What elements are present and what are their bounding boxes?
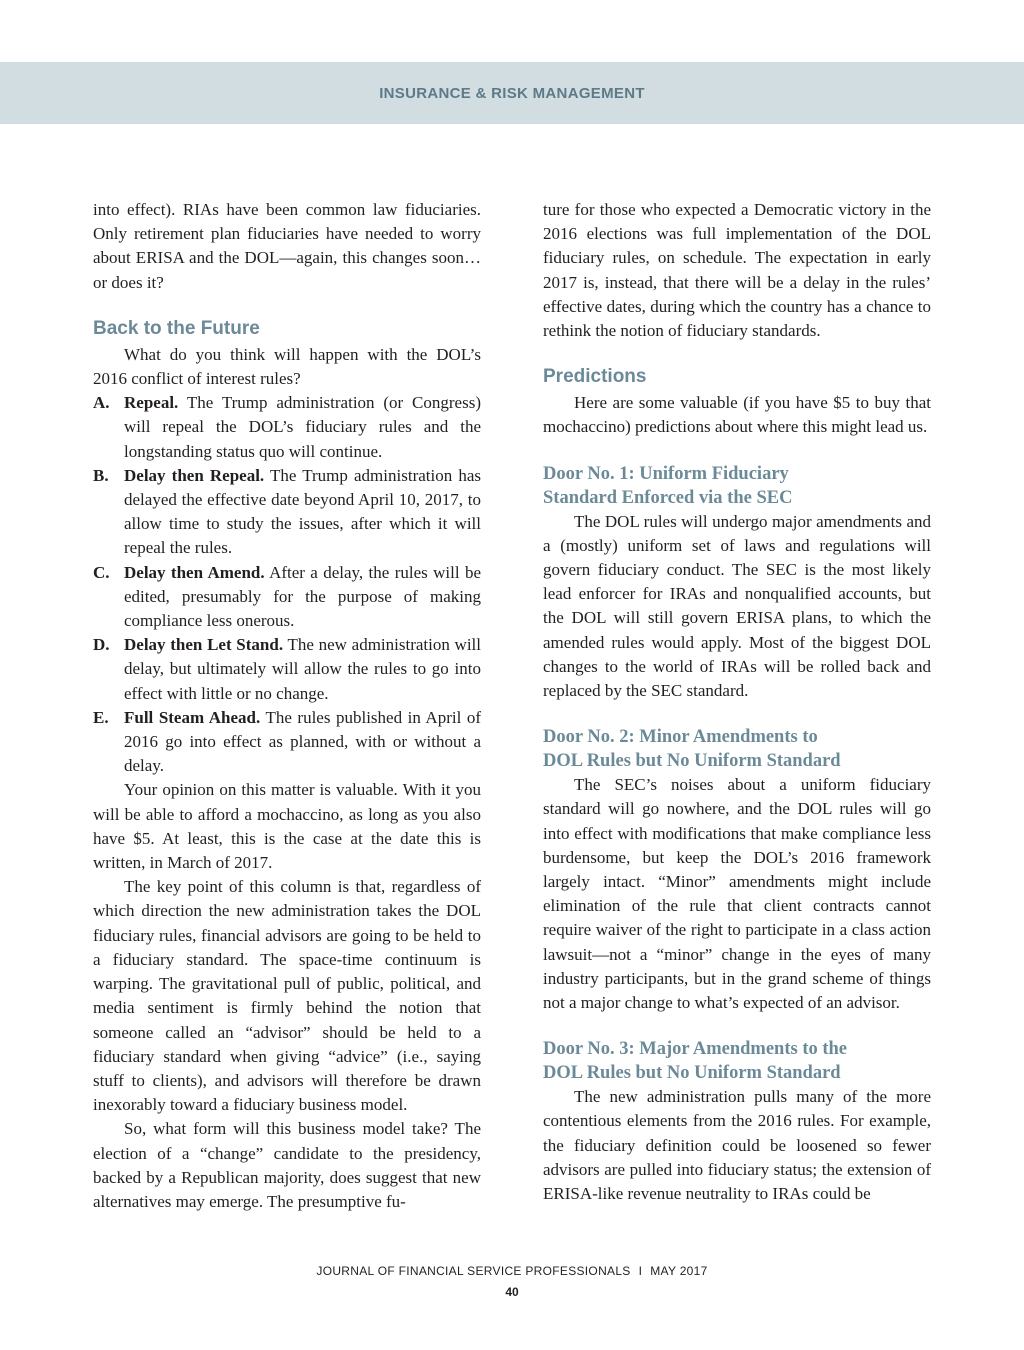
option-term: Repeal. [124, 393, 179, 413]
option-text: The Trump administration (or Congress) will repeal the DOL’s fiduciary rules and the longstanding status quo will continue. [124, 393, 481, 461]
heading-predictions: Predictions [543, 366, 647, 388]
left-column [93, 198, 481, 1214]
option-letter: B. [93, 465, 109, 485]
option-term: Delay then Amend. [124, 562, 265, 582]
heading-back-to-the-future: Back to the Future [93, 317, 260, 339]
option-text: The new administration will delay, but ultimately will allow the rules to go into effect with little or no change. [124, 635, 482, 703]
option-term: Delay then Let Stand. [124, 635, 284, 655]
predictions-intro-paragraph: Here are some valuable (if you have $5 to buy that mochaccino) predictions about where this might lead us. [543, 393, 931, 437]
door-3-paragraph: The new administration pulls many of the more contentious elements from the 2016 rules. For example, the fiduciary definition could be loosened so fewer advisors are pulled into fiduciary status; the extension of ERISA-like revenue neutrality to IRAs could be [543, 1087, 931, 1204]
option-item-e [93, 706, 481, 779]
opinion-paragraph: Your opinion on this matter is valuable. With it you will be able to afford a mochaccino, as long as you also have $5. At least, this is the case at the date this is written, in March of 2017. [93, 780, 481, 873]
option-item-a [93, 391, 481, 464]
footer-separator: I [638, 1264, 643, 1278]
option-item-d [93, 633, 481, 706]
business-model-paragraph: So, what form will this business model take? The election of a “change” candidate to the presidency, backed by a Republican majority, does suggest that new alternatives may emerge. The presumptive fu- [93, 1119, 481, 1211]
option-item-c [93, 561, 481, 634]
section-title: INSURANCE & RISK MANAGEMENT [379, 84, 645, 102]
heading-door-2 [543, 725, 931, 773]
question-paragraph: What do you think will happen with the DOL’s 2016 conflict of interest rules? [93, 344, 481, 389]
option-term: Full Steam Ahead. [124, 707, 261, 727]
heading-line: Standard Enforced via the SEC [543, 487, 793, 508]
option-text: After a delay, the rules will be edited, presumably for the purpose of making compliance less onerous. [124, 562, 481, 631]
footer-journal-line [0, 1264, 1024, 1278]
heading-door-1 [543, 462, 931, 510]
heading-line: Door No. 3: Major Amendments to the [543, 1039, 848, 1060]
heading-line: DOL Rules but No Uniform Standard [543, 1063, 841, 1084]
heading-line: DOL Rules but No Uniform Standard [543, 751, 841, 772]
right-column [543, 198, 931, 1206]
journal-name: JOURNAL OF FINANCIAL SERVICE PROFESSIONALS [316, 1264, 631, 1278]
intro-paragraph: into effect). RIAs have been common law fiduciaries. Only retirement plan fiduciaries have needed to worry about ERISA and the DOL—again, this changes soon…or does it? [93, 200, 481, 292]
page-number: 40 [505, 1285, 519, 1299]
option-term: Delay then Repeal. [124, 465, 265, 485]
option-text: The Trump administration has delayed the effective date beyond April 10, 2017, to allow time to study the issues, after which it will repeal the rules. [124, 465, 481, 558]
heading-door-3 [543, 1037, 931, 1085]
heading-line: Door No. 2: Minor Amendments to [543, 727, 818, 748]
option-text: The rules published in April of 2016 go into effect as planned, with or without a delay. [124, 707, 482, 776]
continuation-paragraph: ture for those who expected a Democratic victory in the 2016 elections was full implementation of the DOL fiduciary rules, on schedule. The expectation in early 2017 is, instead, that there will be a delay in the rules’ effective dates, during which the country has a chance to rethink the notion of fiduciary standards. [543, 200, 931, 341]
option-letter: E. [93, 707, 109, 727]
door-2-paragraph: The SEC’s noises about a uniform fiduciary standard will go nowhere, and the DOL rules will go into effect with modifications that make compliance less burdensome, but keep the DOL’s 2016 framework largely intact. “Minor” amendments might include elimination of the rule that client contracts cannot require waiver of the right to participate in a class action lawsuit—not a “minor” change in the eyes of many industry participants, but in the grand scheme of things not a major change to what’s expected of an advisor. [543, 775, 931, 1013]
option-item-b [93, 464, 481, 561]
section-header-band [0, 62, 1024, 124]
options-list [93, 391, 481, 778]
door-1-paragraph: The DOL rules will undergo major amendments and a (mostly) uniform set of laws and regulations will govern fiduciary conduct. The SEC is the most likely lead enforcer for IRAs and nonqualified accounts, but the DOL will still govern ERISA plans, to which the amended rules would apply. Most of the biggest DOL changes to the world of IRAs will be rolled back and replaced by the SEC standard. [543, 511, 931, 701]
issue-date: MAY 2017 [650, 1264, 708, 1278]
option-letter: C. [93, 562, 110, 582]
heading-line: Door No. 1: Uniform Fiduciary [543, 463, 789, 484]
option-letter: D. [93, 635, 110, 655]
option-letter: A. [93, 393, 110, 413]
key-point-paragraph: The key point of this column is that, regardless of which direction the new administration takes the DOL fiduciary rules, financial advisors are going to be held to a fiduciary standard. The space-time continuum is warping. The gravitational pull of public, political, and media sentiment is firmly behind the notion that someone called an “advisor” should be held to a fiduciary standard when giving “advice” (i.e., saying stuff to clients), and advisors will therefore be drawn inexorably toward a fiduciary business model. [93, 877, 481, 1115]
